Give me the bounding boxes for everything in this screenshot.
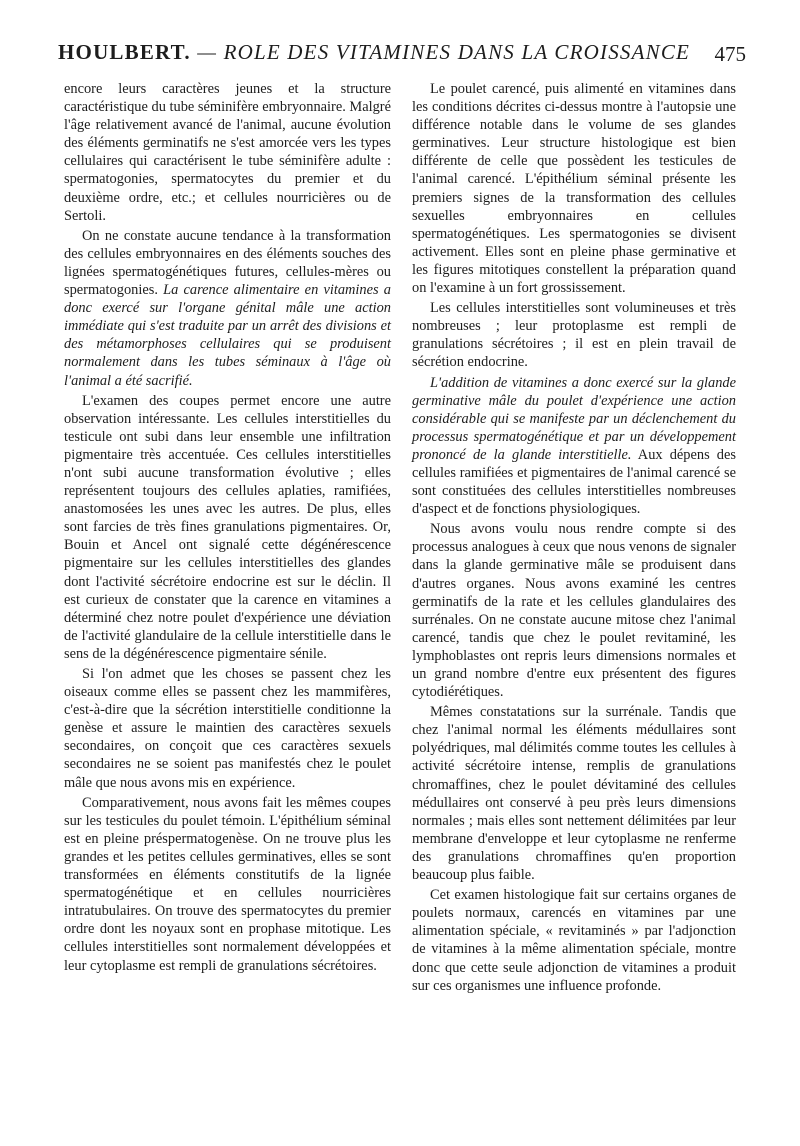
right-paragraph-5: Mêmes constatations sur la surrénale. Tandis que chez l'animal normal les éléments médullaires sont polyédriques, mal délimités comme toutes les cellules à activité sécrétoire intense, remplis de granulations chromaffines, chez le poulet dévitaminé des cellules médullaires ont conservé à peu près leurs dimensions normales ; mais elles sont nettement délimitées par leur membrane d'enveloppe et leur cytoplasme ne renferme des granulations chromaffines qu'en proportion beaucoup plus faible.: [412, 704, 736, 884]
right-paragraph-1: Le poulet carencé, puis alimenté en vitamines dans les conditions décrites ci-dessus montre à l'autopsie une différence notable dans le volume de ses glandes germinatives. Leur structure histologique est bien différente de celle que possèdent les testicules de l'animal carencé. L'épithélium séminal présente les premiers signes de la transformation des cellules sexuelles embryonnaires en cellules spermatogénétiques. Les spermatogonies se divisent activement. Elles sont en pleine phase germinative et les figures mitotiques constellent la préparation quand on l'examine à un fort grossissement.: [412, 81, 736, 297]
right-paragraph-6: Cet examen histologique fait sur certains organes de poulets normaux, carencés en vitamines par une alimentation spéciale, « revitaminés » par l'adjonction de vitamines à la même alimentation spéciale, montre donc que cette seule adjonction de vitamines a produit sur ces organismes une influence profonde.: [412, 887, 736, 994]
page-number: 475: [714, 42, 746, 66]
right-paragraph-4: Nous avons voulu nous rendre compte si des processus analogues à ceux que nous venons de signaler dans la glande germinative mâle se produisent dans d'autres organes. Nous avons examiné les centres germinatifs de la rate et les cellules glandulaires des surrénales. On ne constate aucune mitose chez l'animal carencé, tandis que chez le poulet revitaminé, les lymphoblastes ont repris leurs dimensions normales et un grand nombre d'entre eux présentent des figures cytodiérétiques.: [412, 521, 736, 701]
left-paragraph-4: Si l'on admet que les choses se passent chez les oiseaux comme elles se passent chez les mammifères, c'est-à-dire que la sécrétion interstitielle conditionne la genèse et assure le maintien des caractères sexuels secondaires, on conçoit que ces caractères sexuels secondaires ne se soient pas manifestés chez le poulet mâle que nous avons mis en expérience.: [64, 666, 391, 791]
right-paragraph-3-italic: L'addition de vitamines a donc exercé sur la glande germinative mâle du poulet d'expérience une action considérable qui se manifeste par un déclenchement du processus spermatogénétique et par un développement prononcé de la glande interstitielle.: [412, 374, 736, 463]
right-paragraph-3-text: Aux dépens des cellules ramifiées et pigmentaires de l'animal carencé se sont constituées des cellules interstitielles nombreuses d'aspect et de fonctions physiologiques.: [412, 446, 736, 518]
left-paragraph-5: Comparativement, nous avons fait les mêmes coupes sur les testicules du poulet témoin. L'épithélium séminal est en pleine préspermatogenèse. On ne trouve plus les grandes et les petites cellules germinatives, elles se sont transformées en éléments constitutifs de la lignée spermatogénétique et en cellules nourricières intratubulaires. On trouve des spermatocytes du premier ordre dont les noyaux sont en prophase mitotique. Les cellules interstitielles sont normalement développées et leur cytoplasme est rempli de granulations sécrétoires.: [64, 794, 391, 974]
header-author: HOULBERT.: [58, 40, 191, 64]
left-paragraph-2: [64, 227, 391, 390]
header-separator: —: [197, 40, 218, 64]
header-title: ROLE DES VITAMINES DANS LA CROISSANCE: [223, 40, 691, 64]
running-head: [58, 40, 746, 72]
right-column: [412, 80, 736, 997]
left-paragraph-3: L'examen des coupes permet encore une autre observation intéressante. Les cellules interstitielles du testicule ont subi dans leur ensemble une infiltration pigmentaire très accentuée. Ces cellules interstitielles n'ont subi aucune transformation évolutive ; elles représentent toujours des cellules aplaties, ramifiées, anastomosées les unes avec les autres. De plus, elles sont farcies de très fines granulations pigmentaires. Or, Bouin et Ancel ont signalé cette dégénérescence pigmentaire sur les cellules interstitielles des glandes dont l'activité sécrétoire endocrine est sur le déclin. Il est curieux de constater que la carence en vitamines a déterminé chez notre poulet d'expérience une déviation de l'activité glandulaire de la cellule interstitielle dans le sens de la dégénérescence pigmentaire sénile.: [64, 392, 391, 662]
left-paragraph-1: encore leurs caractères jeunes et la structure caractéristique du tube séminifère embryonnaire. Malgré l'âge relativement avancé de l'animal, aucune évolution des éléments germinatifs ne s'est amorcée vers les types cellulaires qui caractérisent le tube séminifère adulte : spermatogonies, spermatocytes du premier et du deuxième ordre, etc.; et cellules nourricières ou de Sertoli.: [64, 81, 391, 224]
right-paragraph-3: [412, 374, 736, 519]
right-paragraph-2: Les cellules interstitielles sont volumineuses et très nombreuses ; leur protoplasme est rempli de granulations sécrétoires ; il est en plein travail de sécrétion endocrine.: [412, 300, 736, 371]
left-paragraph-2-italic: La carence alimentaire en vitamines a donc exercé sur l'organe génital mâle une action immédiate qui s'est traduite par un arrêt des divisions et des métamorphoses cellulaires qui se produisent normalement dans les tubes séminaux à l'âge où l'animal a été sacrifié.: [64, 282, 391, 389]
left-column: [64, 80, 391, 977]
left-paragraph-2-text: On ne constate aucune tendance à la transformation des cellules embryonnaires en des éléments souches des lignées spermatogénétiques futures, cellules-mères ou spermatogonies.: [64, 227, 391, 299]
